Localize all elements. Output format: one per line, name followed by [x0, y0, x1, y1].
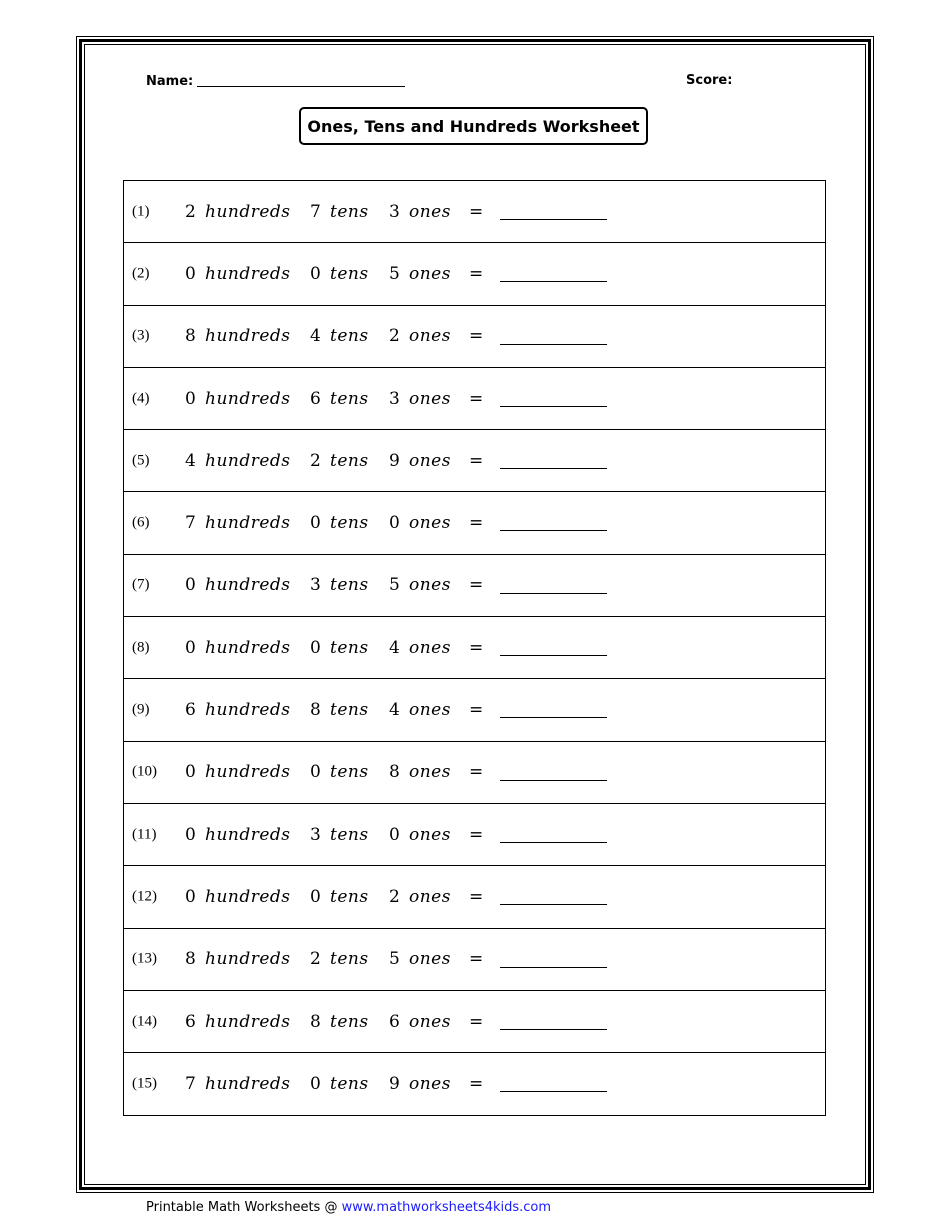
- problem-number: (4): [132, 390, 150, 407]
- ones-digit: 0: [389, 513, 400, 534]
- ones-digit: 2: [389, 326, 400, 347]
- problem-row: [124, 929, 825, 991]
- hundreds-label: hundreds: [205, 575, 291, 596]
- ones-label: ones: [409, 575, 451, 596]
- ones-label: ones: [409, 263, 451, 284]
- problem-row: [124, 866, 825, 928]
- hundreds-digit: 6: [185, 700, 196, 721]
- tens-label: tens: [330, 824, 369, 845]
- problem-row: [124, 679, 825, 741]
- ones-digit: 5: [389, 949, 400, 970]
- ones-label: ones: [409, 637, 451, 658]
- tens-label: tens: [330, 637, 369, 658]
- tens-digit: 0: [310, 1074, 321, 1095]
- hundreds-label: hundreds: [205, 1011, 291, 1032]
- ones-label: ones: [409, 1011, 451, 1032]
- answer-blank[interactable]: [500, 406, 607, 407]
- problem-number: (14): [132, 1013, 157, 1029]
- equals-sign: =: [469, 824, 484, 845]
- tens-label: tens: [330, 450, 369, 471]
- ones-label: ones: [409, 450, 451, 471]
- problem-number: (2): [132, 265, 150, 282]
- ones-label: ones: [409, 201, 451, 222]
- answer-blank[interactable]: [500, 1029, 607, 1030]
- hundreds-label: hundreds: [205, 949, 291, 970]
- hundreds-label: hundreds: [205, 513, 291, 534]
- hundreds-digit: 0: [185, 263, 196, 284]
- problem-number: (9): [132, 701, 150, 718]
- hundreds-digit: 0: [185, 824, 196, 845]
- hundreds-label: hundreds: [205, 637, 291, 658]
- problem-row: [124, 617, 825, 679]
- problem-row: [124, 804, 825, 866]
- ones-digit: 5: [389, 263, 400, 284]
- ones-label: ones: [409, 1074, 451, 1095]
- equals-sign: =: [469, 201, 484, 222]
- equals-sign: =: [469, 886, 484, 907]
- tens-digit: 6: [310, 388, 321, 409]
- problem-row: [124, 306, 825, 368]
- problem-number: (6): [132, 514, 150, 531]
- equals-sign: =: [469, 450, 484, 471]
- hundreds-digit: 0: [185, 886, 196, 907]
- answer-blank[interactable]: [500, 219, 607, 220]
- ones-label: ones: [409, 762, 451, 783]
- hundreds-label: hundreds: [205, 762, 291, 783]
- problem-number: (12): [132, 888, 157, 905]
- equals-sign: =: [469, 949, 484, 970]
- tens-digit: 3: [310, 575, 321, 596]
- answer-blank[interactable]: [500, 904, 607, 905]
- ones-label: ones: [409, 388, 451, 409]
- ones-digit: 6: [389, 1011, 400, 1032]
- problem-row: [124, 492, 825, 554]
- ones-digit: 2: [389, 886, 400, 907]
- answer-blank[interactable]: [500, 281, 607, 282]
- answer-blank[interactable]: [500, 530, 607, 531]
- name-blank[interactable]: [197, 73, 405, 87]
- problem-row: [124, 991, 825, 1053]
- tens-label: tens: [330, 700, 369, 721]
- problem-row: [124, 243, 825, 305]
- tens-digit: 8: [310, 700, 321, 721]
- problem-row: [124, 368, 825, 430]
- tens-digit: 0: [310, 762, 321, 783]
- tens-label: tens: [330, 575, 369, 596]
- problem-table: [123, 180, 826, 1116]
- hundreds-digit: 7: [185, 1074, 196, 1095]
- ones-digit: 3: [389, 201, 400, 222]
- tens-label: tens: [330, 388, 369, 409]
- tens-label: tens: [330, 326, 369, 347]
- equals-sign: =: [469, 1074, 484, 1095]
- answer-blank[interactable]: [500, 1091, 607, 1092]
- problem-number: (3): [132, 327, 150, 344]
- tens-digit: 0: [310, 513, 321, 534]
- equals-sign: =: [469, 700, 484, 721]
- equals-sign: =: [469, 575, 484, 596]
- answer-blank[interactable]: [500, 344, 607, 345]
- hundreds-label: hundreds: [205, 1074, 291, 1095]
- tens-digit: 0: [310, 263, 321, 284]
- hundreds-digit: 0: [185, 762, 196, 783]
- tens-label: tens: [330, 513, 369, 534]
- hundreds-digit: 2: [185, 201, 196, 222]
- equals-sign: =: [469, 513, 484, 534]
- hundreds-label: hundreds: [205, 886, 291, 907]
- tens-digit: 3: [310, 824, 321, 845]
- answer-blank[interactable]: [500, 780, 607, 781]
- answer-blank[interactable]: [500, 842, 607, 843]
- tens-digit: 2: [310, 450, 321, 471]
- tens-digit: 2: [310, 949, 321, 970]
- ones-label: ones: [409, 700, 451, 721]
- equals-sign: =: [469, 762, 484, 783]
- name-label: Name:: [146, 74, 194, 89]
- hundreds-label: hundreds: [205, 326, 291, 347]
- hundreds-label: hundreds: [205, 263, 291, 284]
- hundreds-digit: 7: [185, 513, 196, 534]
- problem-number: (5): [132, 452, 150, 469]
- hundreds-digit: 0: [185, 637, 196, 658]
- tens-label: tens: [330, 949, 369, 970]
- footer: [146, 1200, 551, 1215]
- equals-sign: =: [469, 1011, 484, 1032]
- hundreds-digit: 4: [185, 450, 196, 471]
- tens-label: tens: [330, 263, 369, 284]
- ones-label: ones: [409, 326, 451, 347]
- tens-label: tens: [330, 762, 369, 783]
- problem-number: (13): [132, 950, 157, 967]
- problem-number: (10): [132, 763, 157, 780]
- hundreds-digit: 0: [185, 575, 196, 596]
- problem-row: [124, 555, 825, 617]
- footer-text: Printable Math Worksheets @: [146, 1200, 342, 1215]
- hundreds-label: hundreds: [205, 388, 291, 409]
- hundreds-digit: 8: [185, 949, 196, 970]
- ones-digit: 3: [389, 388, 400, 409]
- ones-label: ones: [409, 513, 451, 534]
- worksheet-title: Ones, Tens and Hundreds Worksheet: [299, 107, 648, 145]
- hundreds-label: hundreds: [205, 824, 291, 845]
- hundreds-digit: 6: [185, 1011, 196, 1032]
- hundreds-label: hundreds: [205, 450, 291, 471]
- hundreds-label: hundreds: [205, 700, 291, 721]
- equals-sign: =: [469, 637, 484, 658]
- answer-blank[interactable]: [500, 655, 607, 656]
- ones-digit: 8: [389, 762, 400, 783]
- tens-digit: 0: [310, 886, 321, 907]
- problem-number: (11): [132, 826, 157, 843]
- problem-number: (15): [132, 1075, 157, 1092]
- tens-digit: 4: [310, 326, 321, 347]
- answer-blank[interactable]: [500, 717, 607, 718]
- equals-sign: =: [469, 263, 484, 284]
- hundreds-digit: 0: [185, 388, 196, 409]
- hundreds-digit: 8: [185, 326, 196, 347]
- tens-digit: 7: [310, 201, 321, 222]
- score-label: Score:: [686, 73, 733, 88]
- tens-label: tens: [330, 201, 369, 222]
- problem-number: (1): [132, 203, 150, 220]
- ones-label: ones: [409, 824, 451, 845]
- ones-label: ones: [409, 949, 451, 970]
- ones-digit: 0: [389, 824, 400, 845]
- ones-digit: 9: [389, 450, 400, 471]
- problem-number: (7): [132, 576, 150, 593]
- footer-link[interactable]: www.mathworksheets4kids.com: [341, 1200, 552, 1215]
- equals-sign: =: [469, 388, 484, 409]
- equals-sign: =: [469, 326, 484, 347]
- ones-label: ones: [409, 886, 451, 907]
- problem-number: (8): [132, 639, 150, 656]
- ones-digit: 5: [389, 575, 400, 596]
- tens-label: tens: [330, 1011, 369, 1032]
- answer-blank[interactable]: [500, 468, 607, 469]
- name-field: [146, 73, 405, 89]
- problem-row: [124, 181, 825, 243]
- problem-row: [124, 1053, 825, 1115]
- tens-digit: 8: [310, 1011, 321, 1032]
- problem-row: [124, 430, 825, 492]
- ones-digit: 4: [389, 637, 400, 658]
- answer-blank[interactable]: [500, 593, 607, 594]
- problem-row: [124, 742, 825, 804]
- tens-digit: 0: [310, 637, 321, 658]
- tens-label: tens: [330, 886, 369, 907]
- ones-digit: 4: [389, 700, 400, 721]
- tens-label: tens: [330, 1074, 369, 1095]
- answer-blank[interactable]: [500, 967, 607, 968]
- ones-digit: 9: [389, 1074, 400, 1095]
- hundreds-label: hundreds: [205, 201, 291, 222]
